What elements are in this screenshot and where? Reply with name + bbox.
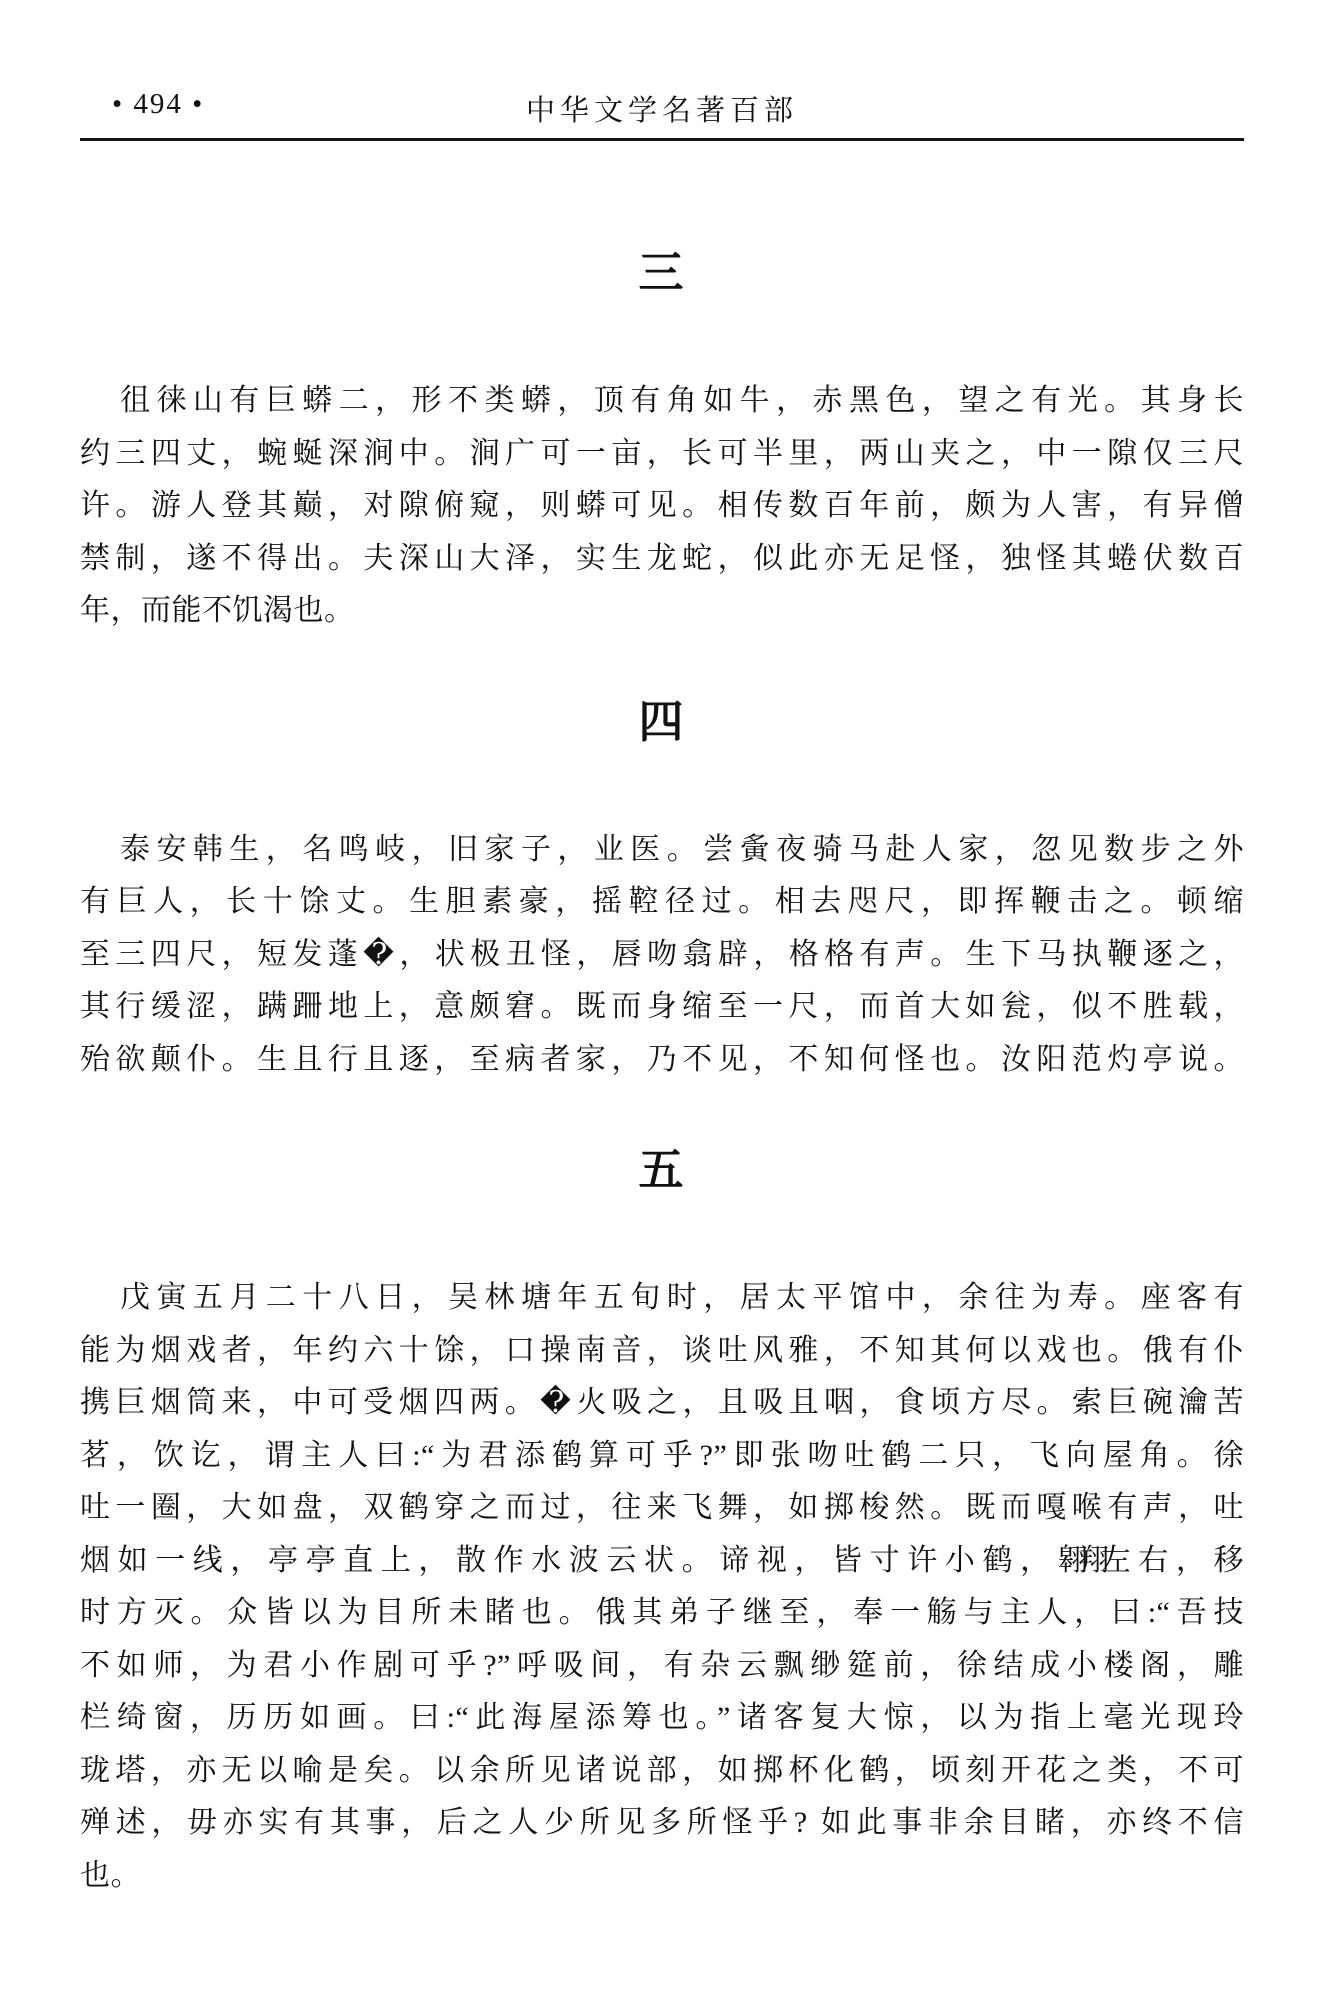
text-line: 其行缓涩，蹒跚地上，意颇窘。既而身缩至一尺，而首大如瓮，似不胜载，	[80, 990, 1244, 1023]
text-line: 珑塔，亦无以喻是矣。以余所见诸说部，如掷杯化鹤，顷刻开花之类，不可	[80, 1753, 1244, 1787]
text-line: 时方灭。众皆以为目所未睹也。俄其弟子继至，奉一觞与主人，曰:“吾技	[80, 1596, 1244, 1629]
text-line: 徂徕山有巨蟒二，形不类蟒，顶有角如牛，赤黑色，望之有光。其身长	[120, 384, 1244, 417]
text-line: 栏绮窗，历历如画。曰:“此海屋添筹也。”诸客复大惊，以为指上毫光现玲	[80, 1701, 1244, 1734]
section-four	[80, 696, 1244, 1087]
header-rule	[80, 138, 1244, 141]
text-line: 茗，饮讫，谓主人曰:“为君添鹤算可乎?”即张吻吐鹤二只，飞向屋角。徐	[80, 1438, 1244, 1472]
text-segment: 烟如一线，亭亭直上，散作水波云状。谛视，皆寸许小鹤，	[80, 1543, 1058, 1577]
text-line: 禁制，遂不得出。夫深山大泽，实生龙蛇，似此亦无足怪，独怪其蜷伏数百	[80, 541, 1244, 575]
text-segment: 左右，移	[1100, 1543, 1245, 1577]
section-three	[80, 247, 1244, 638]
text-line: 也。	[80, 1858, 141, 1892]
text-line: 年，而能不饥渴也。	[80, 594, 355, 627]
text-line: 戊寅五月二十八日，吴林塘年五旬时，居太平馆中，余往为寿。座客有	[120, 1281, 1244, 1314]
section-heading: 三	[638, 248, 686, 298]
paragraph	[80, 1272, 1244, 1902]
section-five	[80, 1144, 1244, 1902]
text-line: 不如师，为君小作剧可乎?”呼吸间，有杂云飘缈筵前，徐结成小楼阁，雕	[80, 1648, 1244, 1682]
text-line: 携巨烟筒来，中可受烟四两。�火吸之，且吸且咽，食顷方尽。索巨碗瀹苦	[80, 1386, 1244, 1419]
paragraph	[80, 375, 1244, 638]
text-line: 至三四尺，短发蓬�，状极丑怪，唇吻翕辟，格格有声。生下马执鞭逐之，	[80, 937, 1244, 971]
text-line: 许。游人登其巅，对隙俯窥，则蟒可见。相传数百年前，颇为人害，有异僧	[80, 489, 1244, 522]
text-line: 有巨人，长十馀丈。生胆素豪，摇鞚径过。相去咫尺，即挥鞭击之。顿缩	[80, 885, 1244, 918]
running-header	[80, 0, 1244, 128]
garbled-glyphs: 翱翔	[1057, 1543, 1101, 1577]
page-content	[80, 0, 1244, 1902]
text-line: 殆欲颠仆。生且行且逐，至病者家，乃不见，不知何怪也。汝阳范灼亭说。	[80, 1042, 1244, 1076]
paragraph	[80, 824, 1244, 1087]
text-line: 殚述，毋亦实有其事，后之人少所见多所怪乎? 如此事非余目睹，亦终不信	[80, 1806, 1244, 1839]
text-line: 吐一圈，大如盘，双鹤穿之而过，往来飞舞，如掷梭然。既而嘎喉有声，吐	[80, 1491, 1244, 1524]
page-number: • 494 •	[112, 88, 205, 120]
text-line: 泰安韩生，名鸣岐，旧家子，业医。尝夤夜骑马赴人家，忽见数步之外	[120, 832, 1244, 866]
text-line: 约三四丈，蜿蜒深涧中。涧广可一亩，长可半里，两山夹之，中一隙仅三尺	[80, 436, 1244, 470]
text-line-with-garbled-glyphs	[80, 1535, 1244, 1588]
book-title: 中华文学名著百部	[525, 95, 798, 127]
section-heading: 四	[638, 696, 686, 747]
text-line: 能为烟戏者，年约六十馀，口操南音，谈吐风雅，不知其何以戏也。俄有仆	[80, 1333, 1244, 1367]
section-heading: 五	[638, 1145, 686, 1195]
